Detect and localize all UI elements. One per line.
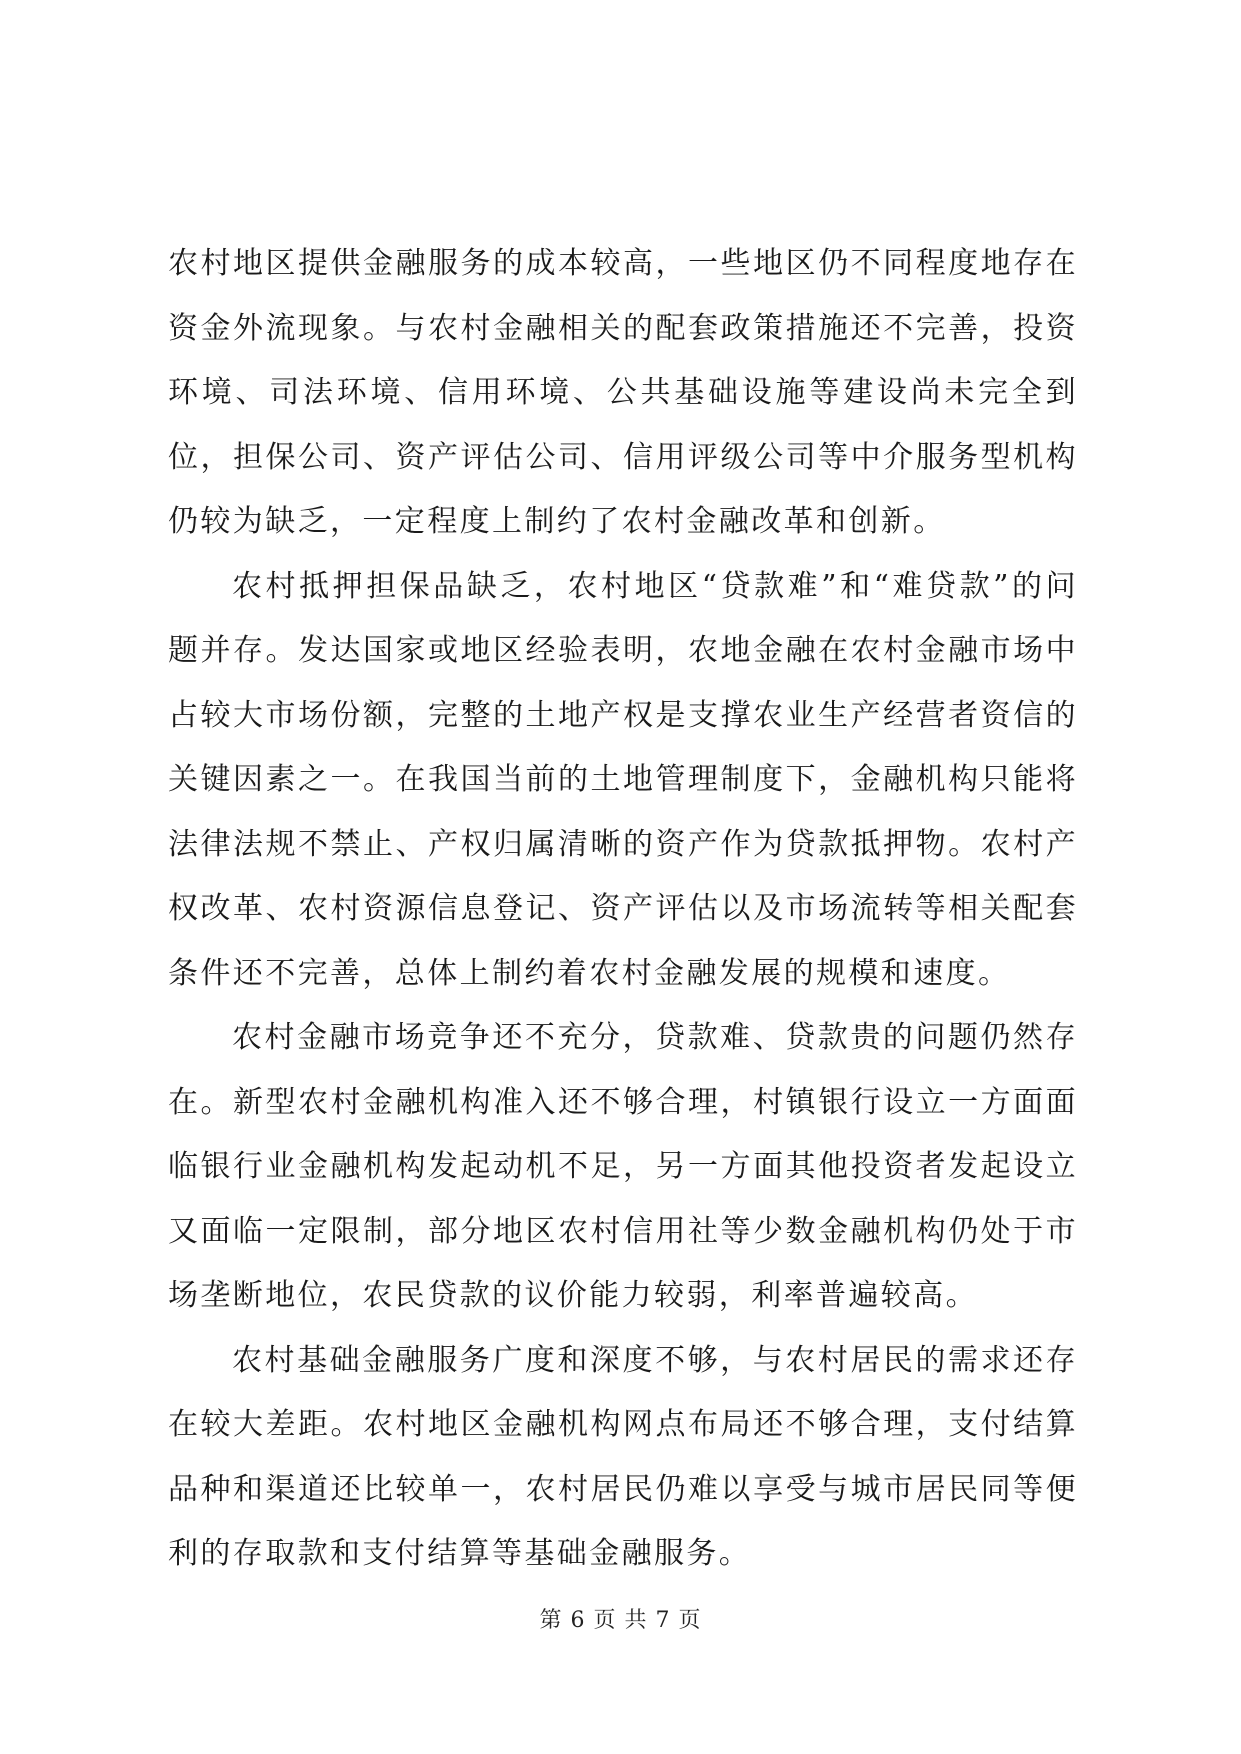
document-body bbox=[168, 232, 1078, 1587]
paragraph-3: 农村金融市场竞争还不充分，贷款难、贷款贵的问题仍然存在。新型农村金融机构准入还不够合理，村镇银行设立一方面面临银行业金融机构发起动机不足，另一方面其他投资者发起设立又面临一定限制，部分地区农村信用社等少数金融机构仍处于市场垄断地位，农民贷款的议价能力较弱，利率普遍较高。 bbox=[168, 1020, 1078, 1313]
paragraph-4: 农村基础金融服务广度和深度不够，与农村居民的需求还存在较大差距。农村地区金融机构网点布局还不够合理，支付结算品种和渠道还比较单一，农村居民仍难以享受与城市居民同等便利的存取款和支付结算等基础金融服务。 bbox=[168, 1342, 1078, 1571]
paragraph-2: 农村抵押担保品缺乏，农村地区“贷款难”和“难贷款”的问题并存。发达国家或地区经验表明，农地金融在农村金融市场中占较大市场份额，完整的土地产权是支撑农业生产经营者资信的关键因素之一。在我国当前的土地管理制度下，金融机构只能将法律法规不禁止、产权归属清晰的资产作为贷款抵押物。农村产权改革、农村资源信息登记、资产评估以及市场流转等相关配套条件还不完善，总体上制约着农村金融发展的规模和速度。 bbox=[168, 568, 1078, 991]
page-number-footer: 第 6 页 共 7 页 bbox=[539, 1608, 702, 1633]
paragraph-1: 农村地区提供金融服务的成本较高，一些地区仍不同程度地存在资金外流现象。与农村金融相关的配套政策措施还不完善，投资环境、司法环境、信用环境、公共基础设施等建设尚未完全到位，担保公司、资产评估公司、信用评级公司等中介服务型机构仍较为缺乏，一定程度上制约了农村金融改革和创新。 bbox=[168, 246, 1078, 539]
